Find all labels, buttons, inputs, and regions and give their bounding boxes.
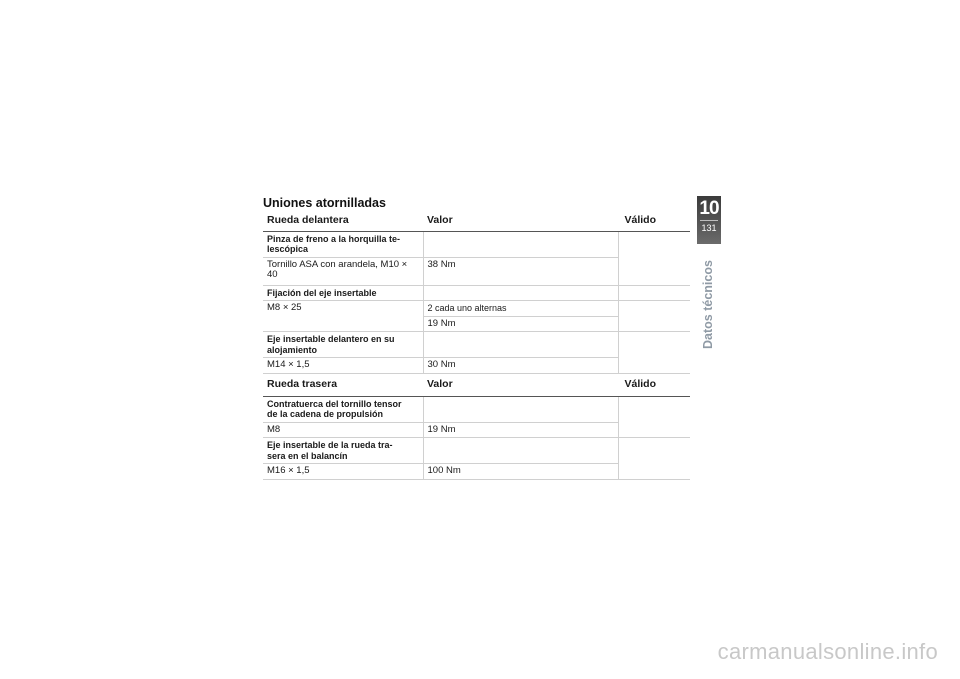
empty-cell: [423, 438, 618, 464]
page-number: 131: [701, 223, 717, 233]
empty-cell: [618, 301, 690, 332]
table-row: [263, 301, 690, 317]
front-header-component: Rueda delantera: [263, 209, 423, 231]
spec-text: Tornillo ASA con arandela, M10 × 40: [263, 257, 423, 285]
torque-value: 19 Nm: [423, 422, 618, 438]
chapter-divider: [700, 220, 718, 221]
part-name: Fijación del eje insertable: [263, 285, 423, 301]
empty-cell: [423, 285, 618, 301]
watermark: carmanualsonline.info: [717, 639, 938, 664]
chapter-number: 10: [699, 198, 719, 219]
empty-cell: [618, 231, 690, 285]
rear-header-valid: Válido: [618, 373, 690, 396]
torque-note: 2 cada uno alternas: [423, 301, 618, 317]
empty-cell: [423, 332, 618, 358]
empty-cell: [423, 231, 618, 257]
table-row: [263, 332, 690, 358]
rear-header-component: Rueda trasera: [263, 373, 423, 396]
torque-table: [263, 209, 690, 480]
front-header-row: [263, 209, 690, 231]
empty-cell: [618, 285, 690, 301]
rear-header-value: Valor: [423, 373, 618, 396]
table-row: [263, 231, 690, 257]
spec-text: M8 × 25: [267, 302, 302, 313]
torque-value: 100 Nm: [423, 464, 618, 480]
table-row: [263, 285, 690, 301]
chapter-label: Datos técnicos: [701, 260, 715, 349]
table-row: [263, 396, 690, 422]
empty-cell: [423, 396, 618, 422]
rear-header-row: [263, 373, 690, 396]
part-name: Eje insertable delantero en su alojamiento: [263, 332, 423, 358]
torque-value: 30 Nm: [423, 358, 618, 374]
front-header-valid: Válido: [618, 209, 690, 231]
torque-value: 19 Nm: [423, 316, 618, 332]
part-name: Eje insertable de la rueda tra- sera en el balancín: [263, 438, 423, 464]
spec-text: M8: [263, 422, 423, 438]
spec-text: M16 × 1,5: [263, 464, 423, 480]
empty-cell: [618, 396, 690, 438]
chapter-tab: [697, 196, 721, 244]
part-name: Contratuerca del tornillo tensor de la cadena de propulsión: [263, 396, 423, 422]
front-header-value: Valor: [423, 209, 618, 231]
torque-value: 38 Nm: [423, 257, 618, 285]
page-title: Uniones atornilladas: [263, 196, 386, 210]
spec-text: M14 × 1,5: [263, 358, 423, 374]
table-row: [263, 438, 690, 464]
part-name: Pinza de freno a la horquilla te- lescópica: [263, 231, 423, 257]
empty-cell: [618, 438, 690, 480]
empty-cell: [618, 332, 690, 374]
